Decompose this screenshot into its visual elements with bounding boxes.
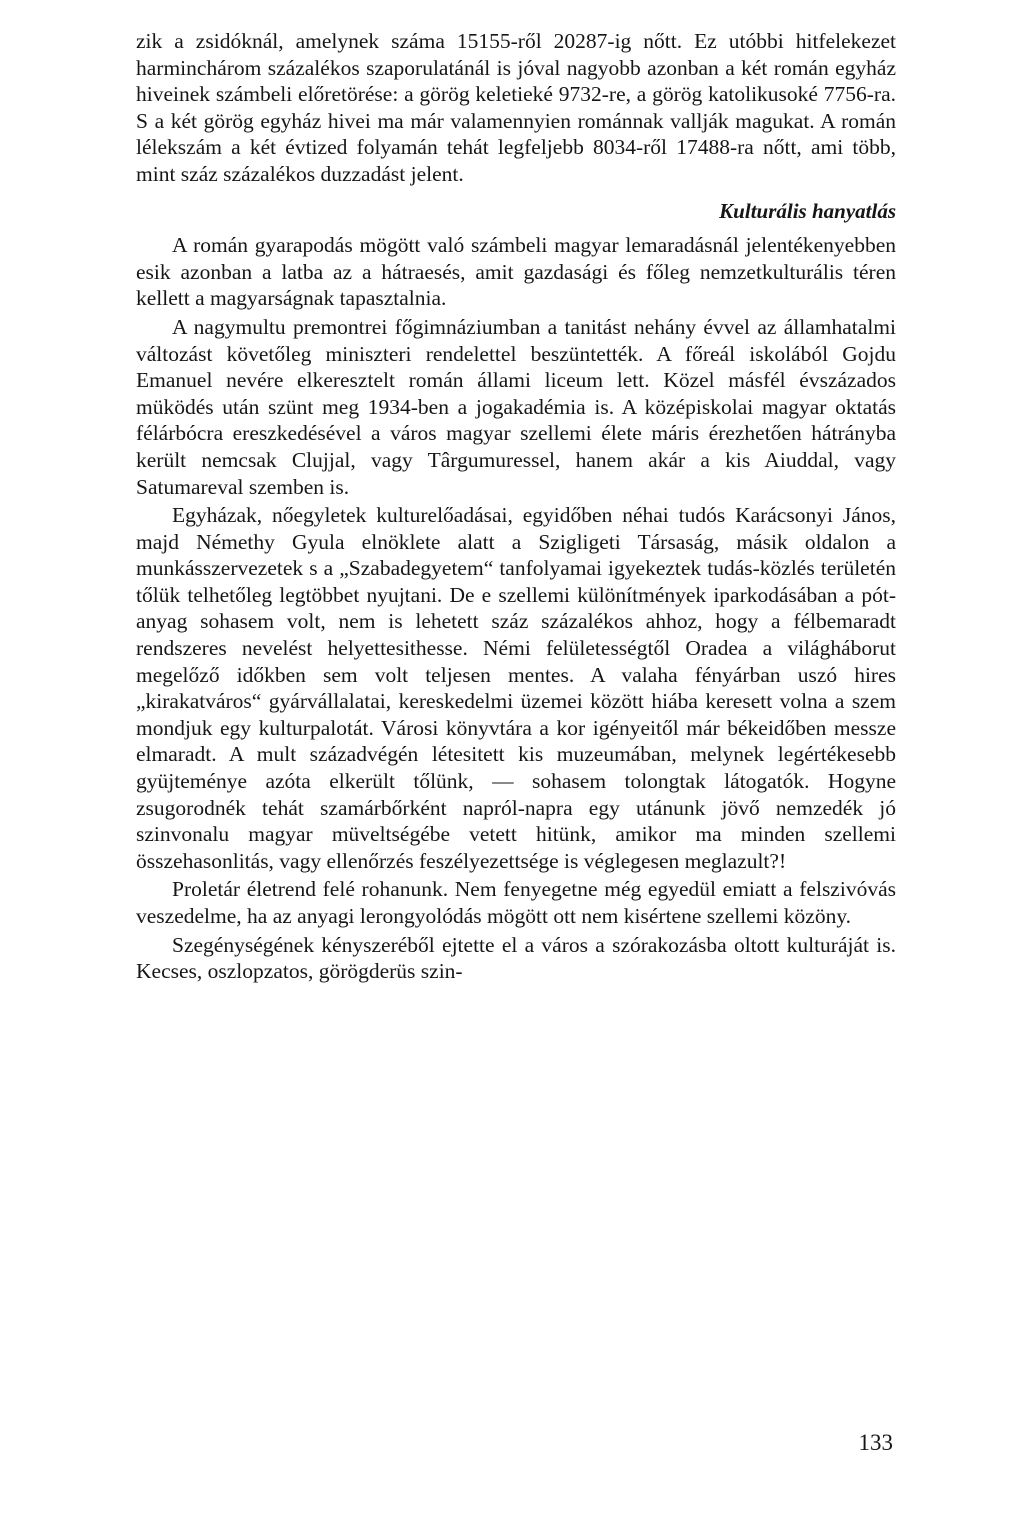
paragraph: Szegénységének kényszeréből ejtette el a város a szórakozásba oltott kulturáját is. Kecses, oszlopzatos, görögderüs szin-: [136, 932, 896, 984]
paragraph: Egyházak, nőegyletek kulturelőadásai, egyidőben néhai tudós Karácsonyi János, majd Némethy Gyula elnöklete alatt a Szigligeti Társaság, másik oldalon a munkásszervezetek s a „Szabadegyetem“ tanfolyamai igyekeztek tudás-közlés területén tőlük telhetőleg legtöbbet nyujtani. De e szellemi különítmények iparkodásában a pót-anyag sohasem volt, nem is lehetett száz százalékos ahhoz, hogy a félbemaradt rendszeres nevelést helyettesithesse. Némi felületességtől Oradea a világháborut megelőző időkben sem volt teljesen mentes. A valaha fényárban uszó hires „kirakatváros“ gyárvállalatai, kereskedelmi üzemei között hiába keresett volna a szem mondjuk egy kulturpalotát. Városi könyvtára a kor igényeitől már békeidőben messze elmaradt. A mult századvégén létesitett kis muzeumában, melynek legértékesebb gyüjteménye azóta elkerült tőlünk, — sohasem tolongtak látogatók. Hogyne zsugorodnék tehát szamárbőrként napról-napra egy utánunk jövő nemzedék jó szinvonalu magyar müveltségébe vetett hitünk, amikor ma minden szellemi összehasonlitás, vagy ellenőrzés feszélyezettsége is véglegesen meglazult?!: [136, 503, 896, 873]
opening-paragraph: zik a zsidóknál, amelynek száma 15155-ről 20287-ig nőtt. Ez utóbbi hitfelekezet harminchárom százalékos szaporulatánál is jóval nagyobb azonban a két román egyház hiveinek számbeli előretörése: a görög keletieké 9732-re, a görög katolikusoké 7756-ra. S a két görög egyház hivei ma már valamennyien románnak vallják magukat. A román lélekszám a két évtized folyamán tehát legfeljebb 8034-ről 17488-ra nőtt, ami több, mint száz százalékos duzzadást jelent.: [136, 29, 896, 186]
paragraph: A nagymultu premontrei főgimnáziumban a tanitást nehány évvel az államhatalmi változást követőleg miniszteri rendelettel beszüntették. A főreál iskolából Gojdu Emanuel nevére elkeresztelt román állami liceum lett. Közel másfél évszázados müködés után szünt meg 1934-ben a jogakadémia is. A középiskolai magyar oktatás félárbócra ereszkedésével a város magyar szellemi élete máris érezhetően hátrányba került nemcsak Clujjal, vagy Târgumuressel, hanem akár a kis Aiuddal, vagy Satumareval szemben is.: [136, 314, 896, 499]
section-heading: Kulturális hanyatlás: [719, 198, 896, 223]
page-number: 133: [858, 1430, 893, 1455]
paragraph: A román gyarapodás mögött való számbeli magyar lemaradásnál jelentékenyebben esik azonban a latba az a hátraesés, amit gazdasági és főleg nemzetkulturális téren kellett a magyarságnak tapasztalnia.: [136, 233, 896, 311]
paragraph: Proletár életrend felé rohanunk. Nem fenyegetne még egyedül emiatt a felszivóvás veszedelme, ha az anyagi lerongyolódás mögött ott nem kisértene szellemi közöny.: [136, 877, 896, 928]
page-body: [136, 28, 896, 985]
